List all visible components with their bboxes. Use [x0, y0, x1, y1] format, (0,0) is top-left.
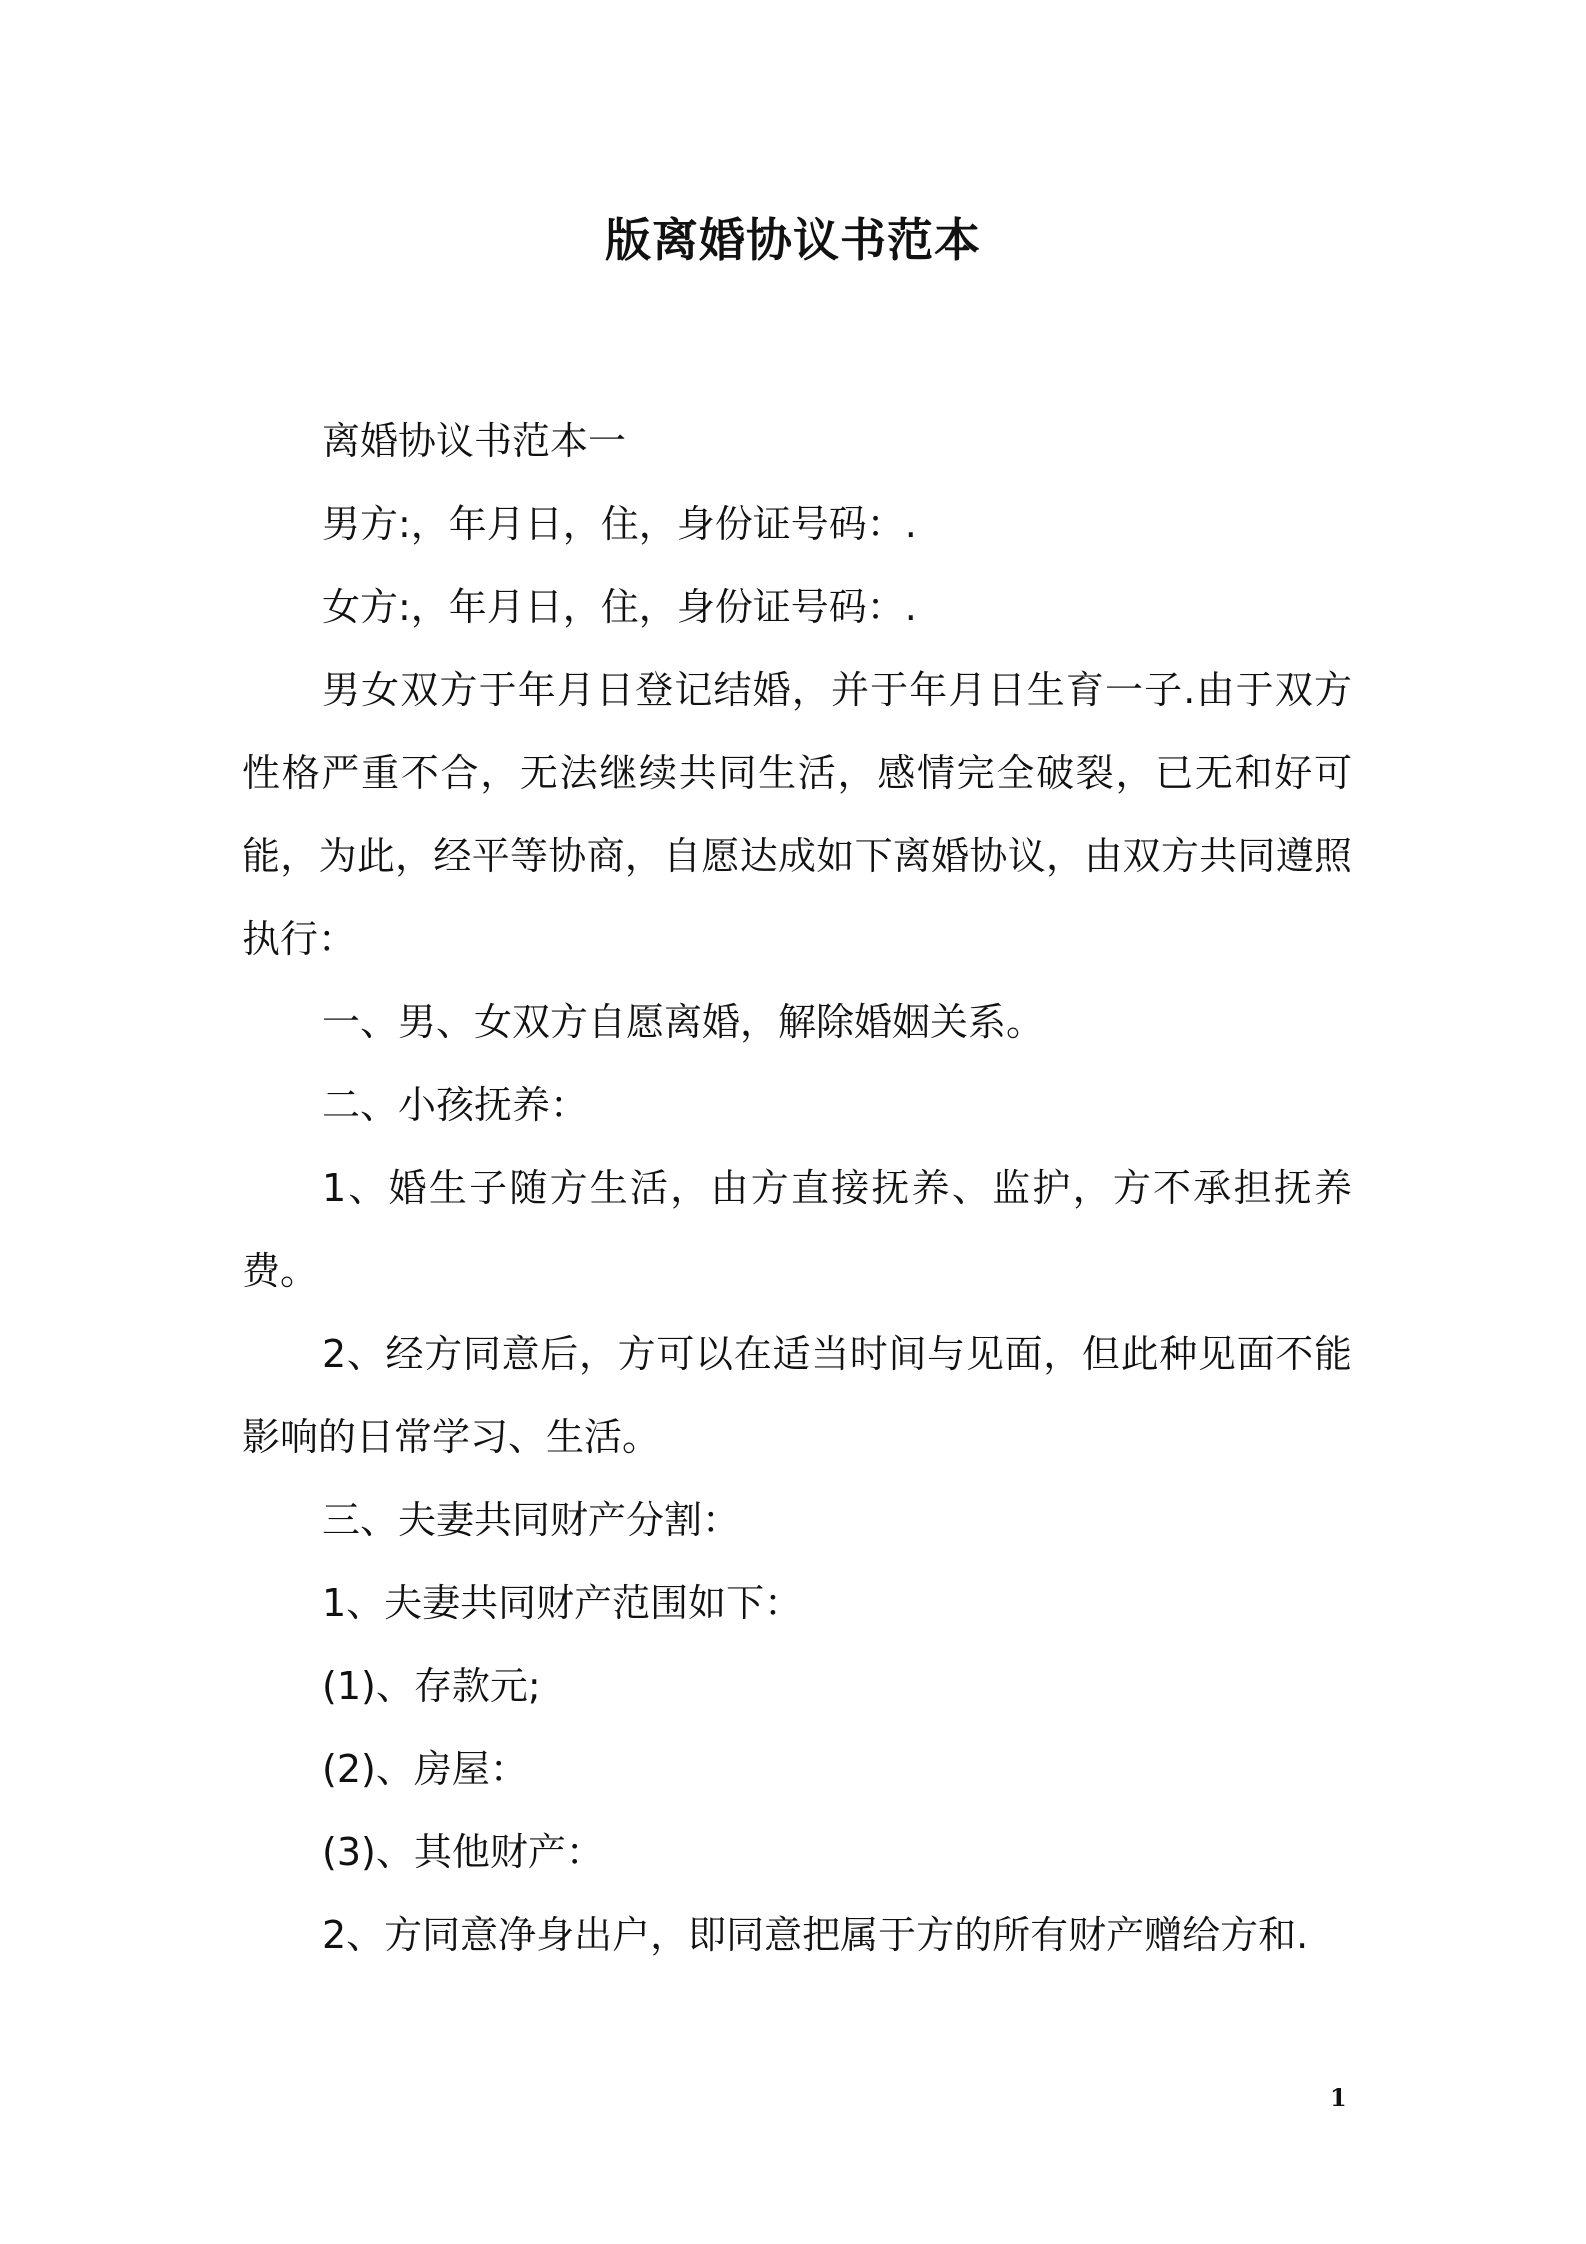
paragraph: 1、婚生子随方生活，由方直接抚养、监护，方不承担抚养费。 — [242, 1166, 1352, 1293]
paragraph: 二、小孩抚养： — [322, 1083, 589, 1127]
document-body — [242, 400, 1352, 1977]
paragraph: (1)、存款元; — [322, 1664, 541, 1708]
paragraph: 离婚协议书范本一 — [322, 419, 627, 463]
paragraph: 2、经方同意后，方可以在适当时间与见面，但此种见面不能影响的日常学习、生活。 — [242, 1332, 1352, 1459]
page-number: 1 — [1330, 2083, 1347, 2112]
document-title: 版离婚协议书范本 — [605, 213, 981, 267]
paragraph: (3)、其他财产： — [322, 1830, 604, 1874]
paragraph: 一、男、女双方自愿离婚，解除婚姻关系。 — [322, 1000, 1045, 1044]
paragraph: 2、方同意净身出户，即同意把属于方的所有财产赠给方和. — [322, 1913, 1309, 1957]
paragraph: (2)、房屋： — [322, 1747, 528, 1791]
paragraph: 男方:，年月日，住，身份证号码：. — [322, 502, 917, 546]
paragraph: 三、夫妻共同财产分割： — [322, 1498, 741, 1542]
paragraph: 女方:，年月日，住，身份证号码：. — [322, 585, 917, 629]
paragraph: 男女双方于年月日登记结婚，并于年月日生育一子.由于双方性格严重不合，无法继续共同生活，感情完全破裂，已无和好可能，为此，经平等协商，自愿达成如下离婚协议，由双方共同遵照执行： — [242, 668, 1352, 961]
paragraph: 1、夫妻共同财产范围如下： — [322, 1581, 803, 1625]
